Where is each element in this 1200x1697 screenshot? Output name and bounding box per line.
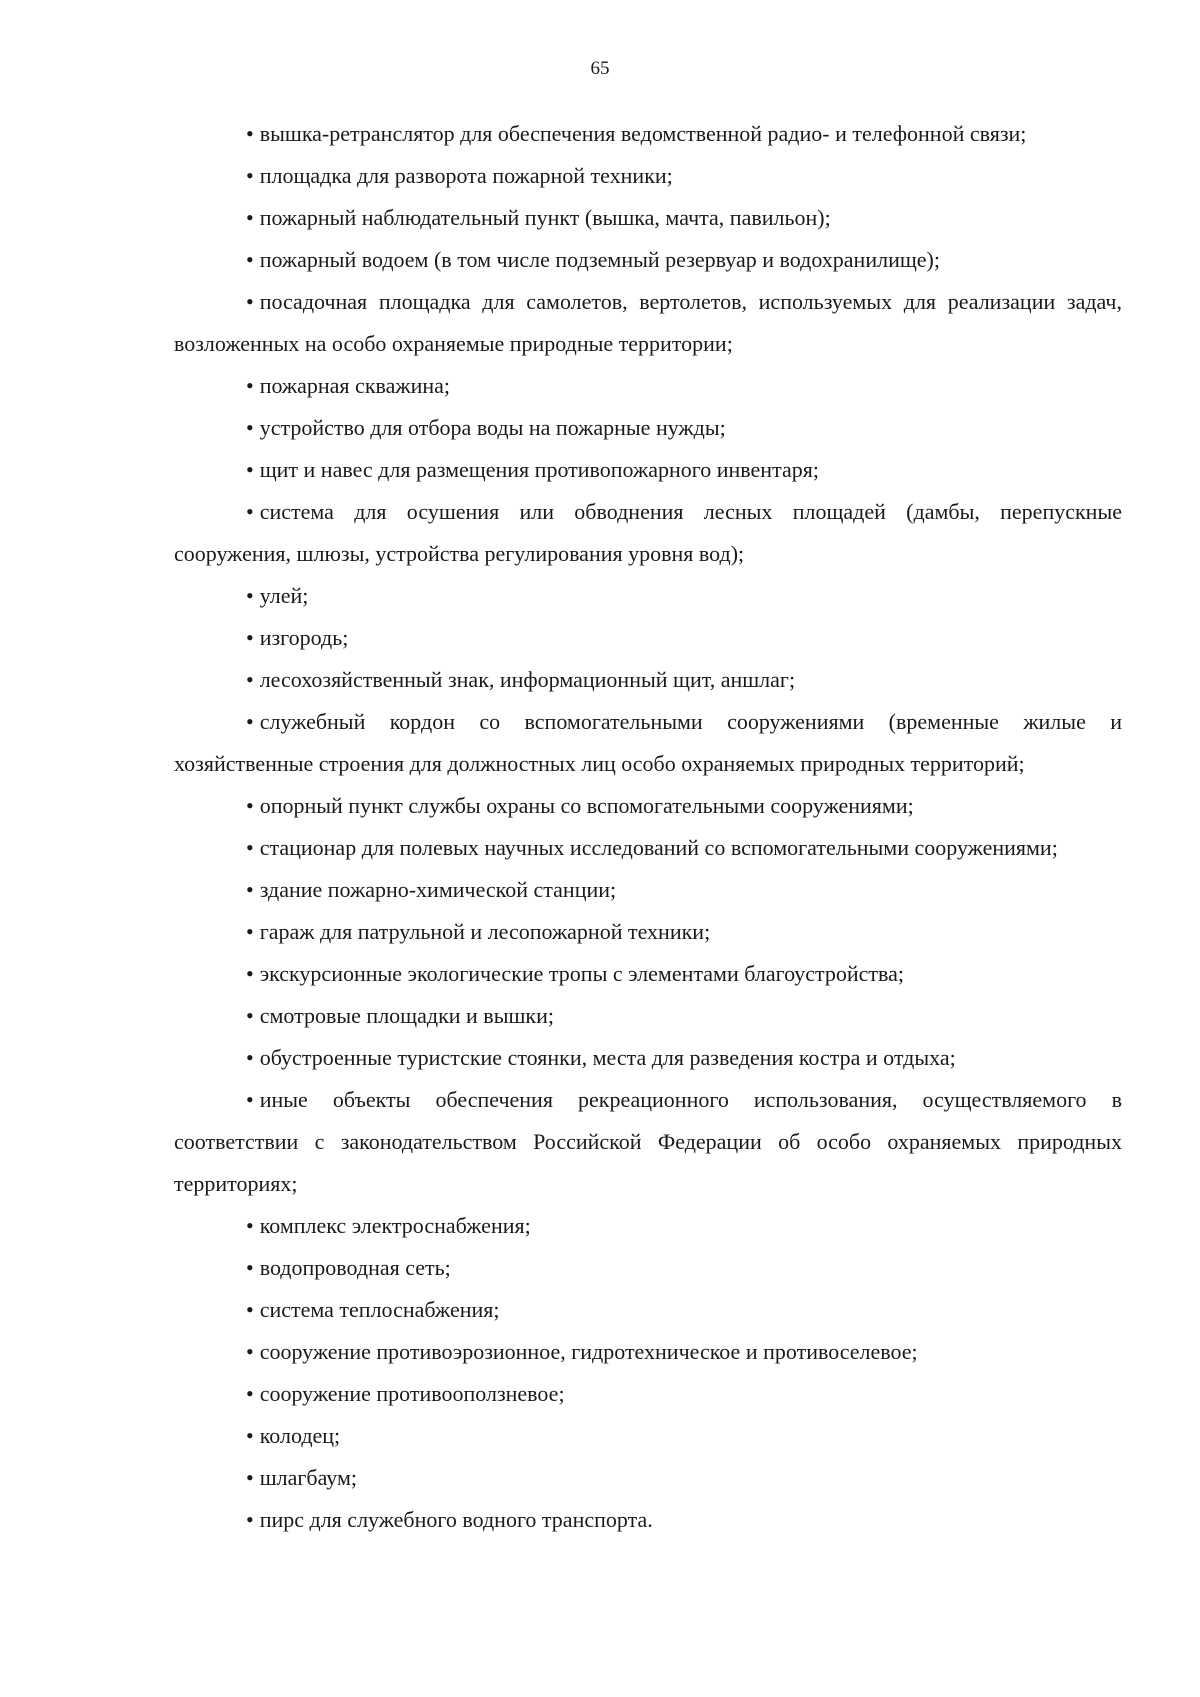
bullet-icon: •: [246, 457, 254, 482]
list-item-text: водопроводная сеть;: [259, 1255, 451, 1280]
list-item-text: комплекс электроснабжения;: [259, 1213, 531, 1238]
list-item-text: иные объекты обеспечения рекреационного использования, осуществляемого в соответствии с законодательством Российской Федерации об особо охраняемых природных территориях;: [174, 1087, 1122, 1196]
list-item: [174, 827, 1122, 869]
list-item: [174, 449, 1122, 491]
list-item: [174, 491, 1122, 575]
list-item-text: экскурсионные экологические тропы с элементами благоустройства;: [259, 961, 905, 986]
list-item: [174, 911, 1122, 953]
bullet-icon: •: [246, 1381, 254, 1406]
bullet-icon: •: [246, 625, 254, 650]
bullet-icon: •: [246, 247, 254, 272]
list-item-text: щит и навес для размещения противопожарного инвентаря;: [259, 457, 819, 482]
bullet-icon: •: [246, 961, 254, 986]
list-item: [174, 1079, 1122, 1205]
list-item: [174, 1415, 1122, 1457]
bullet-icon: •: [246, 667, 254, 692]
bullet-icon: •: [246, 1339, 254, 1364]
bullet-icon: •: [246, 709, 254, 734]
list-item-text: площадка для разворота пожарной техники;: [259, 163, 673, 188]
list-item: [174, 1037, 1122, 1079]
list-item: [174, 659, 1122, 701]
list-item: [174, 155, 1122, 197]
list-item: [174, 785, 1122, 827]
list-item: [174, 365, 1122, 407]
list-item: [174, 575, 1122, 617]
list-item: [174, 1499, 1122, 1541]
list-item-text: опорный пункт службы охраны со вспомогательными сооружениями;: [259, 793, 914, 818]
bullet-icon: •: [246, 877, 254, 902]
bullet-icon: •: [246, 289, 254, 314]
bullet-icon: •: [246, 919, 254, 944]
list-item-text: здание пожарно-химической станции;: [259, 877, 617, 902]
list-item: [174, 197, 1122, 239]
list-item-text: система для осушения или обводнения лесных площадей (дамбы, перепускные сооружения, шлюзы, устройства регулирования уровня вод);: [174, 499, 1122, 566]
list-item-text: сооружение противооползневое;: [259, 1381, 565, 1406]
list-item-text: обустроенные туристские стоянки, места для разведения костра и отдыха;: [259, 1045, 956, 1070]
list-item: [174, 281, 1122, 365]
bullet-icon: •: [246, 1507, 254, 1532]
bullet-icon: •: [246, 793, 254, 818]
bullet-icon: •: [246, 373, 254, 398]
list-item-text: пирс для служебного водного транспорта.: [259, 1507, 653, 1532]
bullet-icon: •: [246, 1045, 254, 1070]
list-item-text: посадочная площадка для самолетов, вертолетов, используемых для реализации задач, возложенных на особо охраняемые природные территории;: [174, 289, 1122, 356]
list-item: [174, 113, 1122, 155]
document-body: [174, 113, 1122, 1541]
list-item: [174, 995, 1122, 1037]
page-number: 65: [590, 58, 610, 79]
bullet-icon: •: [246, 121, 254, 146]
list-item-text: пожарная скважина;: [259, 373, 450, 398]
list-item: [174, 869, 1122, 911]
list-item-text: пожарный водоем (в том числе подземный резервуар и водохранилище);: [259, 247, 940, 272]
bullet-icon: •: [246, 415, 254, 440]
list-item: [174, 1289, 1122, 1331]
list-item-text: смотровые площадки и вышки;: [259, 1003, 554, 1028]
list-item-text: устройство для отбора воды на пожарные нужды;: [259, 415, 726, 440]
list-item: [174, 1373, 1122, 1415]
list-item-text: шлагбаум;: [259, 1465, 357, 1490]
bullet-icon: •: [246, 1255, 254, 1280]
list-item-text: стационар для полевых научных исследований со вспомогательными сооружениями;: [259, 835, 1058, 860]
list-item: [174, 407, 1122, 449]
list-item-text: сооружение противоэрозионное, гидротехническое и противоселевое;: [259, 1339, 918, 1364]
list-item-text: вышка-ретранслятор для обеспечения ведомственной радио- и телефонной связи;: [259, 121, 1027, 146]
bullet-icon: •: [246, 835, 254, 860]
list-item: [174, 1247, 1122, 1289]
bullet-icon: •: [246, 163, 254, 188]
list-item: [174, 617, 1122, 659]
bullet-icon: •: [246, 583, 254, 608]
bullet-icon: •: [246, 499, 254, 524]
bullet-icon: •: [246, 1087, 254, 1112]
list-item: [174, 1457, 1122, 1499]
list-item-text: служебный кордон со вспомогательными сооружениями (временные жилые и хозяйственные строения для должностных лиц особо охраняемых природных территорий;: [174, 709, 1122, 776]
bullet-icon: •: [246, 1297, 254, 1322]
list-item: [174, 1205, 1122, 1247]
list-item-text: пожарный наблюдательный пункт (вышка, мачта, павильон);: [259, 205, 831, 230]
bullet-icon: •: [246, 1465, 254, 1490]
list-item-text: колодец;: [259, 1423, 341, 1448]
list-item-text: изгородь;: [259, 625, 349, 650]
bullet-icon: •: [246, 205, 254, 230]
list-item-text: улей;: [259, 583, 309, 608]
list-item: [174, 1331, 1122, 1373]
bullet-icon: •: [246, 1003, 254, 1028]
list-item: [174, 239, 1122, 281]
list-item: [174, 953, 1122, 995]
list-item: [174, 701, 1122, 785]
bullet-icon: •: [246, 1423, 254, 1448]
list-item-text: гараж для патрульной и лесопожарной техники;: [259, 919, 711, 944]
list-item-text: лесохозяйственный знак, информационный щит, аншлаг;: [259, 667, 796, 692]
list-item-text: система теплоснабжения;: [259, 1297, 500, 1322]
bullet-icon: •: [246, 1213, 254, 1238]
